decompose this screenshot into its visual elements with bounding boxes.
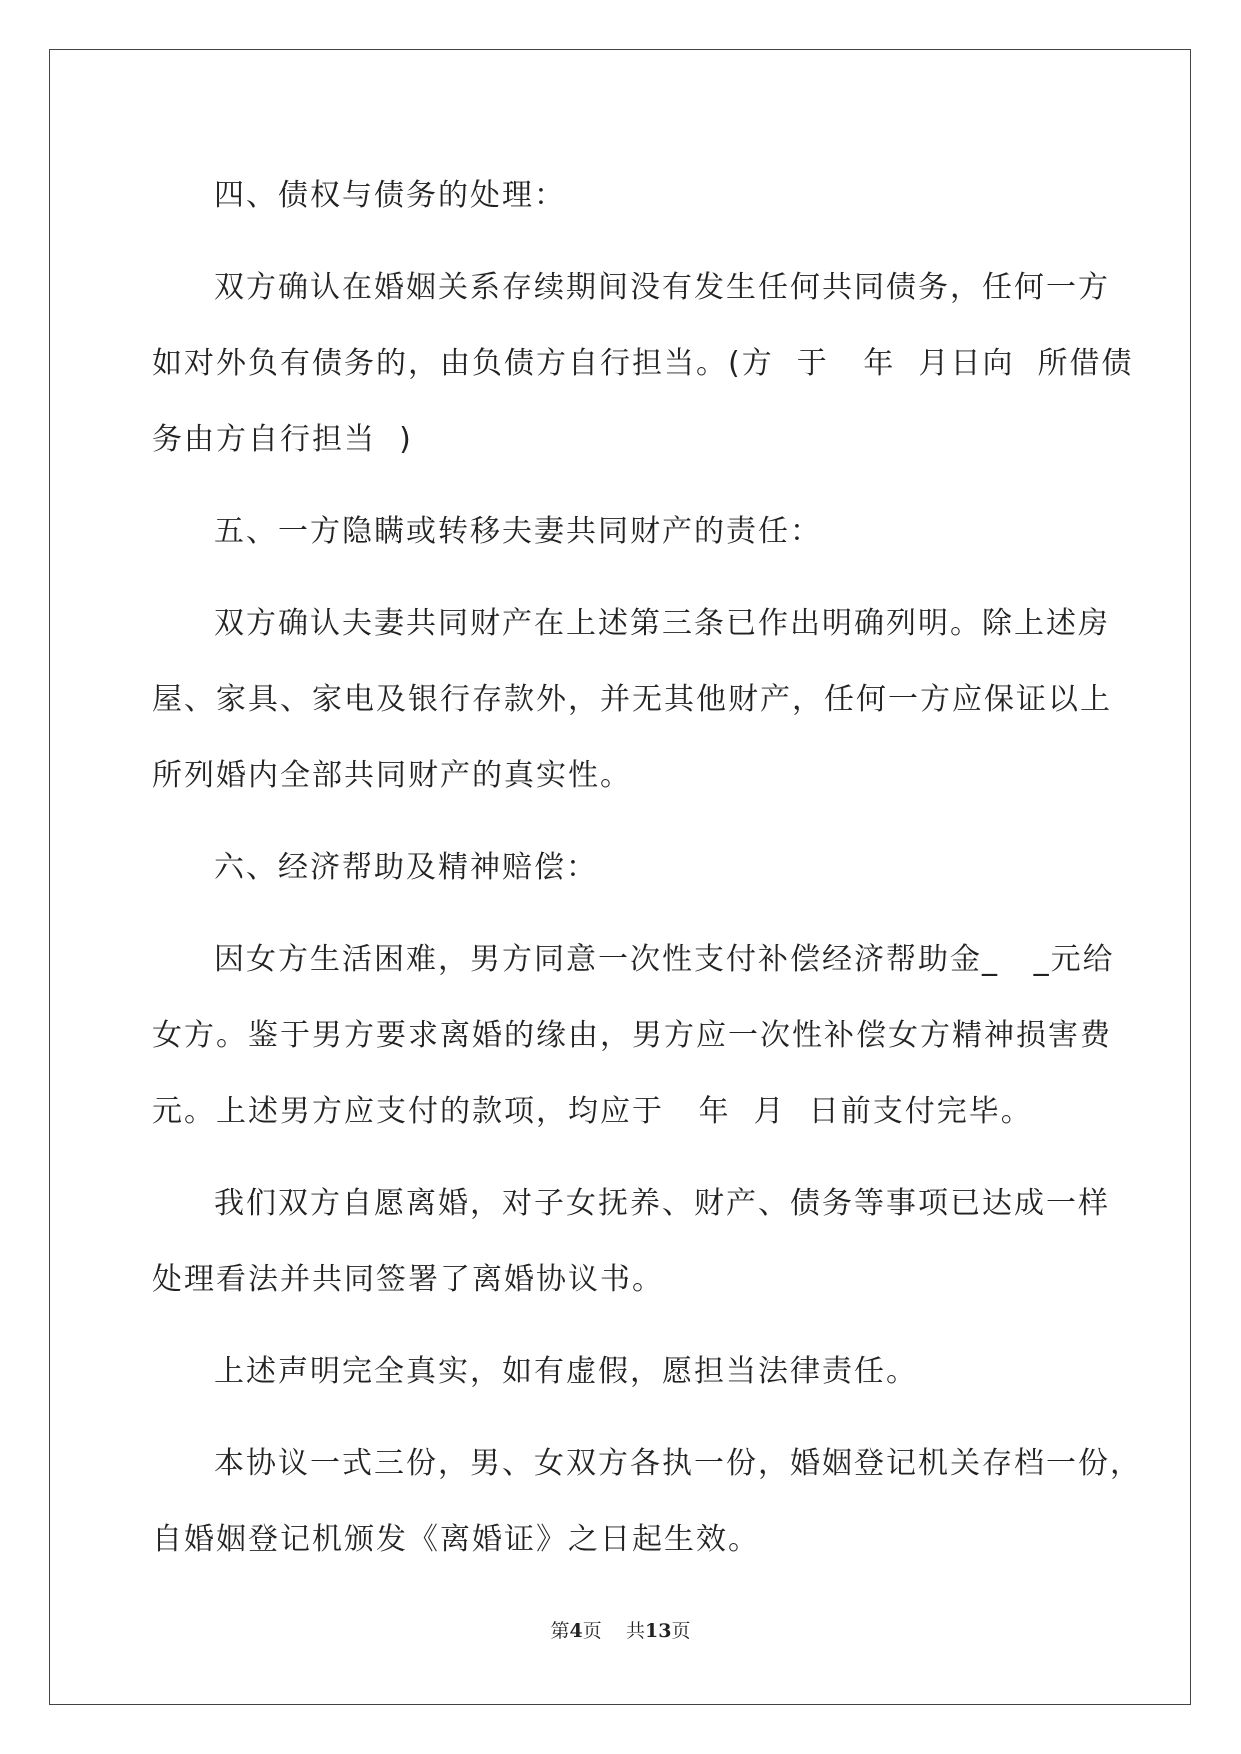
footer-total-prefix: 共	[625, 1620, 645, 1642]
paragraph-line: 屋、家具、家电及银行存款外，并无其他财产，任何一方应保证以上	[152, 682, 1112, 717]
footer-total-pages: 13	[644, 1620, 672, 1642]
document-body	[152, 158, 1142, 1602]
page-footer	[0, 1616, 1241, 1643]
paragraph-line: 本协议一式三份，男、女双方各执一份，婚姻登记机关存档一份，	[214, 1446, 1142, 1481]
paragraph-compensation	[152, 922, 1115, 1150]
paragraph-line: 上述声明完全真实，如有虚假，愿担当法律责任。	[214, 1354, 918, 1389]
footer-page-suffix: 页	[582, 1620, 602, 1642]
paragraph-line: 因女方生活困难，男方同意一次性支付补偿经济帮助金_ _元给	[214, 942, 1115, 977]
paragraph-heading-6	[152, 830, 1087, 906]
paragraph-debts	[152, 250, 1134, 478]
paragraph-line: 所列婚内全部共同财产的真实性。	[152, 758, 632, 793]
paragraph-line: 元。上述男方应支付的款项，均应于 年 月 日前支付完毕。	[152, 1094, 1033, 1129]
paragraph-line: 女方。鉴于男方要求离婚的缘由，男方应一次性补偿女方精神损害费	[152, 1018, 1112, 1053]
footer-page-number: 4	[569, 1620, 583, 1642]
paragraph-declaration	[152, 1334, 1087, 1410]
paragraph-agreement	[152, 1166, 1110, 1318]
footer-prefix: 第	[550, 1620, 570, 1642]
footer-total-suffix: 页	[671, 1620, 691, 1642]
paragraph-line: 处理看法并共同签署了离婚协议书。	[152, 1262, 664, 1297]
paragraph-line: 四、债权与债务的处理：	[214, 178, 566, 213]
paragraph-line: 六、经济帮助及精神赔偿：	[214, 850, 598, 885]
paragraph-line: 双方确认在婚姻关系存续期间没有发生任何共同债务，任何一方	[214, 270, 1110, 305]
paragraph-line: 双方确认夫妻共同财产在上述第三条已作出明确列明。除上述房	[214, 606, 1110, 641]
paragraph-heading-5	[152, 494, 1087, 570]
paragraph-line: 我们双方自愿离婚，对子女抚养、财产、债务等事项已达成一样	[214, 1186, 1110, 1221]
paragraph-line: 五、一方隐瞒或转移夫妻共同财产的责任：	[214, 514, 822, 549]
paragraph-line: 务由方自行担当 )	[152, 422, 413, 457]
paragraph-property	[152, 586, 1112, 814]
paragraph-line: 如对外负有债务的，由负债方自行担当。(方 于 年 月日向 所借债	[152, 346, 1134, 381]
paragraph-heading-4	[152, 158, 1087, 234]
paragraph-copies	[152, 1426, 1142, 1578]
paragraph-line: 自婚姻登记机颁发《离婚证》之日起生效。	[152, 1522, 760, 1557]
